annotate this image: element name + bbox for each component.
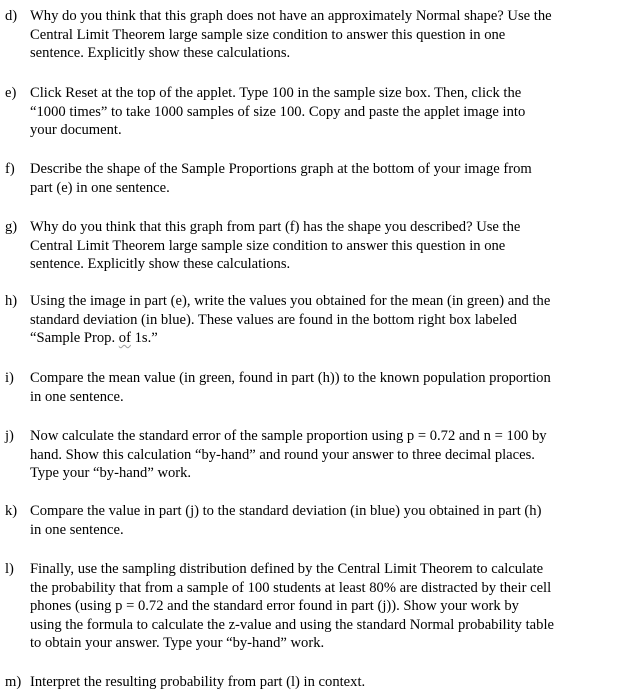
text-line: standard deviation (in blue). These values are found in the bottom right box labeled: [30, 311, 517, 328]
text-line: Compare the mean value (in green, found in part (h)) to the known population proportion: [30, 370, 551, 386]
text-line: in one sentence.: [30, 388, 124, 405]
text-line: Now calculate the standard error of the sample proportion using p = 0.72 and n = 100 by: [30, 428, 547, 444]
question-letter: i): [5, 370, 14, 386]
question-letter: k): [5, 503, 18, 519]
text-line: Central Limit Theorem large sample size condition to answer this question in one: [30, 237, 506, 254]
text-line: your document.: [30, 122, 122, 138]
text-line: Using the image in part (e), write the values you obtained for the mean (in green) and the: [30, 293, 551, 309]
text-line: hand. Show this calculation “by-hand” and round your answer to three decimal places.: [30, 446, 535, 463]
text-line: sentence. Explicitly show these calculations.: [30, 45, 291, 61]
text-line: to obtain your answer. Type your “by-hand” work.: [30, 635, 325, 651]
text-line: Finally, use the sampling distribution defined by the Central Limit Theorem to calculate: [30, 561, 544, 577]
question-text: [30, 160, 610, 197]
text-fragment: 1s.”: [130, 330, 158, 346]
text-line: Click Reset at the top of the applet. Type 100 in the sample size box. Then, click the: [30, 85, 522, 101]
question-text: [30, 292, 610, 348]
text-line: Describe the shape of the Sample Proportions graph at the bottom of your image from: [30, 161, 532, 177]
question-text: [30, 84, 610, 140]
question-letter: m): [5, 674, 22, 690]
text-line: Why do you think that this graph from part (f) has the shape you described? Use the: [30, 219, 521, 235]
text-line: phones (using p = 0.72 and the standard error found in part (j)). Show your work by: [30, 598, 519, 614]
text-line: part (e) in one sentence.: [30, 179, 170, 196]
text-line: Type your “by-hand” work.: [30, 465, 192, 481]
text-line: Why do you think that this graph does not have an approximately Normal shape? Use the: [30, 8, 552, 24]
spellcheck-underlined-word: of: [118, 330, 131, 346]
text-line: sentence. Explicitly show these calculations.: [30, 256, 291, 272]
text-line: the probability that from a sample of 100 students at least 80% are distracted by their cell: [30, 579, 552, 596]
question-text: [30, 218, 610, 274]
text-line: [30, 329, 610, 348]
text-line: in one sentence.: [30, 521, 124, 538]
text-fragment: “Sample Prop.: [30, 330, 119, 346]
question-letter: l): [5, 561, 14, 577]
question-letter: g): [5, 219, 18, 235]
question-text: [30, 369, 610, 406]
question-text: [30, 560, 610, 653]
question-text: [30, 502, 610, 539]
question-letter: e): [5, 85, 17, 101]
question-text: [30, 673, 610, 692]
text-line: “1000 times” to take 1000 samples of size 100. Copy and paste the applet image into: [30, 103, 526, 120]
question-text: [30, 7, 610, 63]
text-line: Compare the value in part (j) to the standard deviation (in blue) you obtained in part (h): [30, 503, 542, 519]
text-line: Interpret the resulting probability from part (l) in context.: [30, 674, 366, 690]
question-letter: f): [5, 161, 15, 177]
question-letter: d): [5, 8, 18, 24]
text-line: Central Limit Theorem large sample size condition to answer this question in one: [30, 26, 506, 43]
question-text: [30, 427, 610, 483]
question-letter: j): [5, 428, 14, 444]
question-letter: h): [5, 293, 18, 309]
text-line: using the formula to calculate the z-value and using the standard Normal probability table: [30, 616, 554, 633]
